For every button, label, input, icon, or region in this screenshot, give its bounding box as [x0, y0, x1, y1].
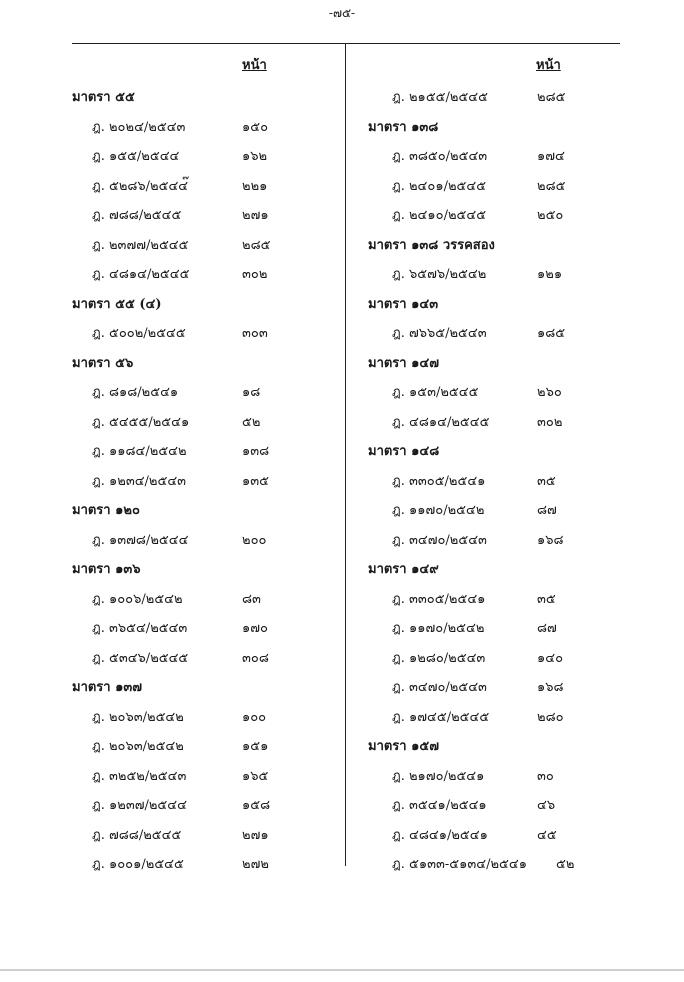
- page-reference: ๑๗๔: [537, 149, 565, 164]
- case-reference: ฎ. ๑๓๗๘/๒๕๔๔: [92, 532, 189, 548]
- page-reference: ๑๓๕: [242, 473, 269, 489]
- case-reference: ฎ. ๔๘๑๔/๒๕๔๕: [392, 414, 490, 430]
- case-reference: ฎ. ๘๑๘/๒๕๔๑: [92, 385, 179, 400]
- case-reference: ฎ. ๕๔๕๕/๒๕๔๑: [92, 414, 190, 430]
- case-reference: ฎ. ๗๘๘/๒๕๔๕: [92, 827, 182, 843]
- page-reference: ๔๖: [537, 798, 556, 813]
- case-reference: ฎ. ๑๗๔๕/๒๕๔๕: [392, 709, 490, 725]
- case-reference: ฎ. ๑๒๘๐/๒๕๔๓: [392, 650, 486, 666]
- case-reference: ฎ. ๒๐๖๓/๒๕๔๒: [92, 739, 184, 754]
- case-reference: ฎ. ๑๕๕/๒๕๔๔: [92, 149, 180, 164]
- page-reference: ๑๖๘: [537, 532, 564, 548]
- case-reference: ฎ. ๓๖๕๔/๒๕๔๓: [92, 621, 188, 636]
- page-reference: ๓๕: [537, 591, 556, 607]
- page-reference: ๒๘๕: [537, 90, 566, 105]
- page-number: -๗๕-: [328, 6, 356, 20]
- page-reference: ๒๖๐: [537, 385, 562, 400]
- page-reference: ๒๗๑: [242, 208, 269, 223]
- case-reference: ฎ. ๒๐๖๓/๒๕๔๒: [92, 709, 184, 725]
- case-reference: ฎ. ๓๔๗๐/๒๕๔๓: [392, 680, 487, 695]
- section-heading: มาตรา ๑๔๘: [368, 444, 440, 459]
- page-reference: ๔๕: [537, 827, 557, 843]
- case-reference: ฎ. ๔๘๔๑/๒๕๔๑: [392, 827, 488, 843]
- page-reference: ๑๕๑: [242, 739, 269, 754]
- case-reference: ฎ. ๑๑๗๐/๒๕๔๒: [392, 621, 485, 636]
- case-reference: ฎ. ๒๓๗๗/๒๕๔๕: [92, 237, 189, 253]
- case-reference: ฎ. ๑๑๗๐/๒๕๔๒: [392, 503, 485, 518]
- case-reference: ฎ. ๑๐๐๖/๒๕๔๒: [92, 591, 183, 607]
- section-heading: มาตรา ๑๔๓: [368, 296, 439, 312]
- page-reference: ๒๘๕: [537, 178, 566, 194]
- section-heading: มาตรา ๑๔๙: [368, 562, 439, 577]
- section-heading: มาตรา ๕๕ (๔): [72, 296, 162, 312]
- page-reference: ๒๒๑: [242, 178, 268, 194]
- page-reference: ๘๓: [242, 591, 261, 607]
- page-reference: ๑๕๘: [242, 798, 271, 813]
- case-reference: ฎ. ๕๐๐๒/๒๕๔๕: [92, 326, 186, 341]
- left-page-header: หน้า: [242, 58, 267, 73]
- case-reference: ฎ. ๒๑๕๕/๒๕๔๕: [392, 90, 488, 105]
- case-reference: ฎ. ๑๒๓๔/๒๕๔๓: [92, 473, 187, 489]
- case-reference: ฎ. ๒๑๗๐/๒๕๔๑: [392, 768, 485, 784]
- page-reference: ๓๐๘: [242, 650, 269, 666]
- case-reference: ฎ. ๑๕๓/๒๕๔๕: [392, 385, 479, 400]
- right-page-header: หน้า: [536, 58, 561, 73]
- page-reference: ๑๒๑: [537, 267, 563, 282]
- page-reference: ๑๕๐: [242, 119, 269, 135]
- page-reference: ๑๐๐: [242, 709, 267, 725]
- case-reference: ฎ. ๒๔๐๑/๒๕๔๕: [392, 178, 487, 194]
- case-reference: ฎ. ๓๓๐๕/๒๕๔๑: [392, 473, 486, 489]
- page-reference: ๓๕: [537, 473, 556, 489]
- case-reference: ฎ. ๑๐๐๑/๒๕๔๕: [92, 857, 184, 872]
- case-reference: ฎ. ๓๒๕๒/๒๕๔๓: [92, 768, 187, 784]
- case-reference: ฎ. ๓๘๕๐/๒๕๔๓: [392, 149, 488, 164]
- case-reference: ฎ. ๗๘๘/๒๕๔๕: [92, 208, 182, 223]
- page-reference: ๒๘๐: [537, 709, 564, 725]
- page-reference: ๓๐๒: [242, 267, 268, 282]
- page-reference: ๑๖๘: [537, 680, 564, 695]
- page-reference: ๘๗: [537, 621, 557, 636]
- section-heading: มาตรา ๑๓๘: [368, 119, 439, 135]
- page-reference: ๕๒: [556, 857, 575, 872]
- case-reference: ฎ. ๓๓๐๕/๒๕๔๑: [392, 591, 486, 607]
- section-heading: มาตรา ๑๕๗: [368, 739, 439, 754]
- case-reference: ฎ. ๓๕๔๑/๒๕๔๑: [392, 798, 487, 813]
- page-reference: ๓๐: [537, 768, 554, 784]
- page-reference: ๒๘๕: [242, 237, 271, 253]
- case-reference: ฎ. ๕๓๔๖/๒๕๔๕: [92, 650, 189, 666]
- page-reference: ๕๒: [242, 414, 261, 430]
- page-reference: ๓๐๒: [537, 414, 563, 430]
- page-reference: ๑๓๘: [242, 444, 270, 459]
- section-heading: มาตรา ๑๓๘ วรรคสอง: [368, 237, 495, 253]
- section-heading: มาตรา ๑๓๗: [72, 680, 143, 695]
- case-reference: ฎ. ๔๘๑๔/๒๕๔๕: [92, 267, 190, 282]
- page-reference: ๒๗๑: [242, 827, 269, 843]
- case-reference: ฎ. ๗๖๖๕/๒๕๔๓: [392, 326, 487, 341]
- case-reference: ฎ. ๖๕๗๖/๒๕๔๒: [392, 267, 487, 282]
- page-reference: ๒๗๒: [242, 857, 269, 872]
- page-reference: ๑๖๒: [242, 149, 268, 164]
- section-heading: มาตรา ๕๖: [72, 355, 134, 371]
- case-reference: ฎ. ๒๔๑๐/๒๕๔๕: [392, 208, 487, 223]
- case-reference: ฎ. ๕๑๓๓-๕๑๓๔/๒๕๔๑: [392, 857, 527, 872]
- section-heading: มาตรา ๑๓๖: [72, 562, 141, 577]
- case-reference: ฎ. ๑๒๓๗/๒๕๔๔: [92, 798, 187, 813]
- case-reference: ฎ. ๓๔๗๐/๒๕๔๓: [392, 532, 487, 548]
- page-reference: ๑๘: [242, 385, 261, 400]
- section-heading: มาตรา ๕๕: [72, 90, 135, 105]
- page-reference: ๑๔๐: [537, 650, 564, 666]
- section-heading: มาตรา ๑๒๐: [72, 503, 140, 518]
- section-heading: มาตรา ๑๔๗: [368, 355, 439, 371]
- page-reference: ๒๕๐: [537, 208, 564, 223]
- case-reference: ฎ. ๕๒๘๖/๒๕๔๔๊: [92, 178, 189, 194]
- page-reference: ๒๐๐: [242, 532, 267, 548]
- case-reference: ฎ. ๑๑๘๔/๒๕๔๒: [92, 444, 187, 459]
- page-reference: ๑๗๐: [242, 621, 268, 636]
- page-reference: ๓๐๓: [242, 326, 268, 341]
- page-reference: ๑๖๕: [242, 768, 269, 784]
- page-reference: ๘๗: [537, 503, 557, 518]
- case-reference: ฎ. ๒๐๒๔/๒๕๔๓: [92, 119, 186, 135]
- page-reference: ๑๘๕: [537, 326, 566, 341]
